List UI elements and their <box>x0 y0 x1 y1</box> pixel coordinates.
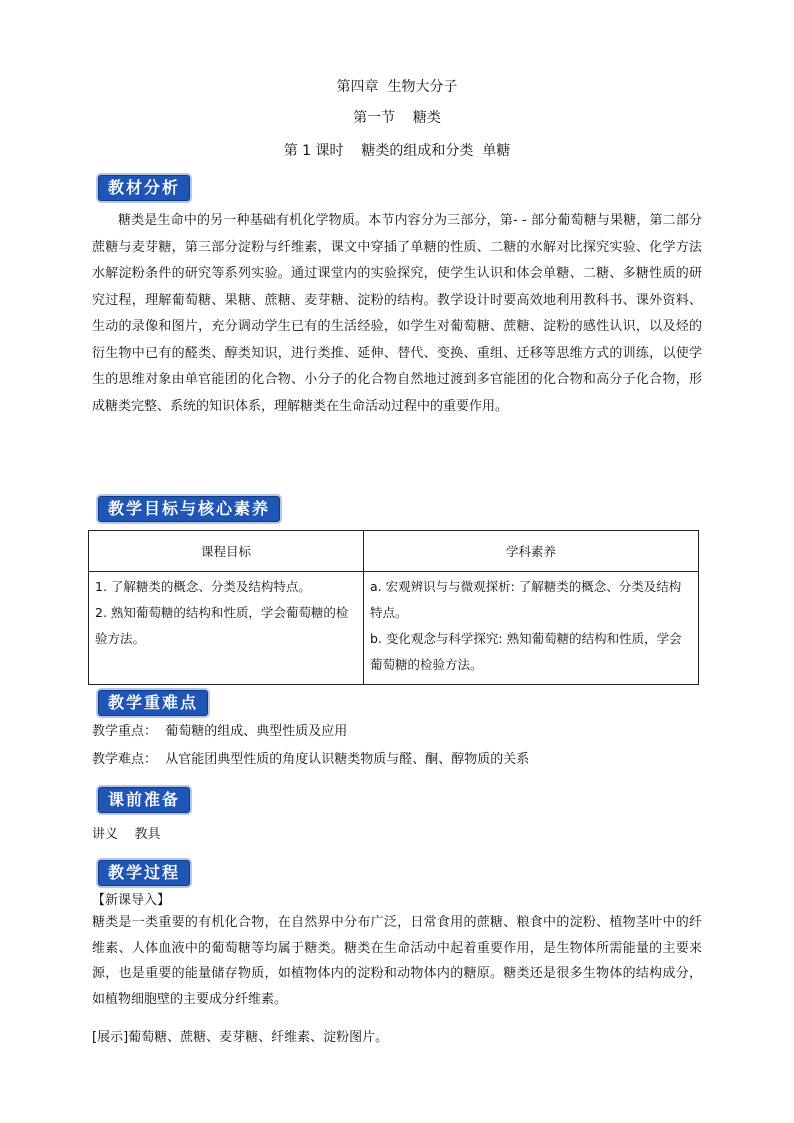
banner-key-points: 教学重难点 <box>96 688 210 718</box>
intro-label: 【新课导入】 <box>92 893 171 908</box>
analysis-paragraph: 糖类是生命中的另一种基础有机化学物质。本节内容分为三部分，第- - 部分葡萄糖与果糖，第二部分蔗糖与麦芽糖，第三部分淀粉与纤维素，课文中穿插了单糖的性质、二糖的水解对比探究实验、化学方法水解淀粉条件的研究等系列实验。通过课堂内的实验探究，使学生认识和体会单糖、二糖、多糖性质的研究过程，理解葡萄糖、果糖、蔗糖、麦芽糖、淀粉的结构。教学设计时要高效地利用教科书、课外资料、生动的录像和图片，充分调动学生已有的生活经验，如学生对葡萄糖、蔗糖、淀粉的感性认识，以及烃的衍生物中已有的醛类、醇类知识，进行类推、延伸、替代、变换、重组、迁移等思维方式的训练，以使学生的思维对象由单官能团的化合物、小分子的化合物自然地过渡到多官能团的化合物和高分子化合物，形成糖类完整、系统的知识体系，理解糖类在生命活动过程中的重要作用。 <box>92 213 702 414</box>
literacy-item: a. 宏观辨识与与微观探析: 了解糖类的概念、分类及结构特点。 <box>370 579 682 620</box>
banner-process: 教学过程 <box>96 858 192 888</box>
header-course-goals: 课程目标 <box>89 531 364 572</box>
goals-table <box>88 530 699 685</box>
course-goal-item: 1. 了解糖类的概念、分类及结构特点。 <box>95 579 311 594</box>
lesson-title: 第 1 课时 糖类的组成和分类 单糖 <box>283 143 511 159</box>
header-literacy: 学科素养 <box>364 531 699 572</box>
course-goal-item: 2. 熟知葡萄糖的结构和性质，学会葡萄糖的检验方法。 <box>95 605 349 646</box>
banner-preparation: 课前准备 <box>96 785 192 815</box>
teaching-difficulty: 教学难点： 从官能团典型性质的角度认识糖类物质与醛、酮、醇物质的关系 <box>92 752 530 767</box>
chapter-title: 第四章 生物大分子 <box>336 79 458 95</box>
goals-table-header-row <box>89 531 699 572</box>
literacy-item: b. 变化观念与科学探究: 熟知葡萄糖的结构和性质，学会葡萄糖的检验方法。 <box>370 631 682 672</box>
banner-objectives: 教学目标与核心素养 <box>96 494 282 524</box>
course-goals-cell <box>89 572 364 685</box>
banner-textbook-analysis: 教材分析 <box>96 173 192 203</box>
intro-paragraph: 糖类是一类重要的有机化合物，在自然界中分布广泛，日常食用的蔗糖、粮食中的淀粉、植物茎叶中的纤维素、人体血液中的葡萄糖等均属于糖类。糖类在生命活动中起着重要作用，是生物体所需能量的主要来源，也是重要的能量储存物质，如植物体内的淀粉和动物体内的糖原。糖类还是很多生物体的结构成分，如植物细胞壁的主要成分纤维素。 <box>92 915 702 1007</box>
preparation-text: 讲义 教具 <box>92 827 161 842</box>
teaching-focus: 教学重点： 葡萄糖的组成、典型性质及应用 <box>92 724 348 739</box>
display-text: [展示]葡萄糖、蔗糖、麦芽糖、纤维素、淀粉图片。 <box>92 1030 389 1045</box>
section-title: 第一节 糖类 <box>353 110 441 126</box>
literacy-cell <box>364 572 699 685</box>
goals-table-row <box>89 572 699 685</box>
